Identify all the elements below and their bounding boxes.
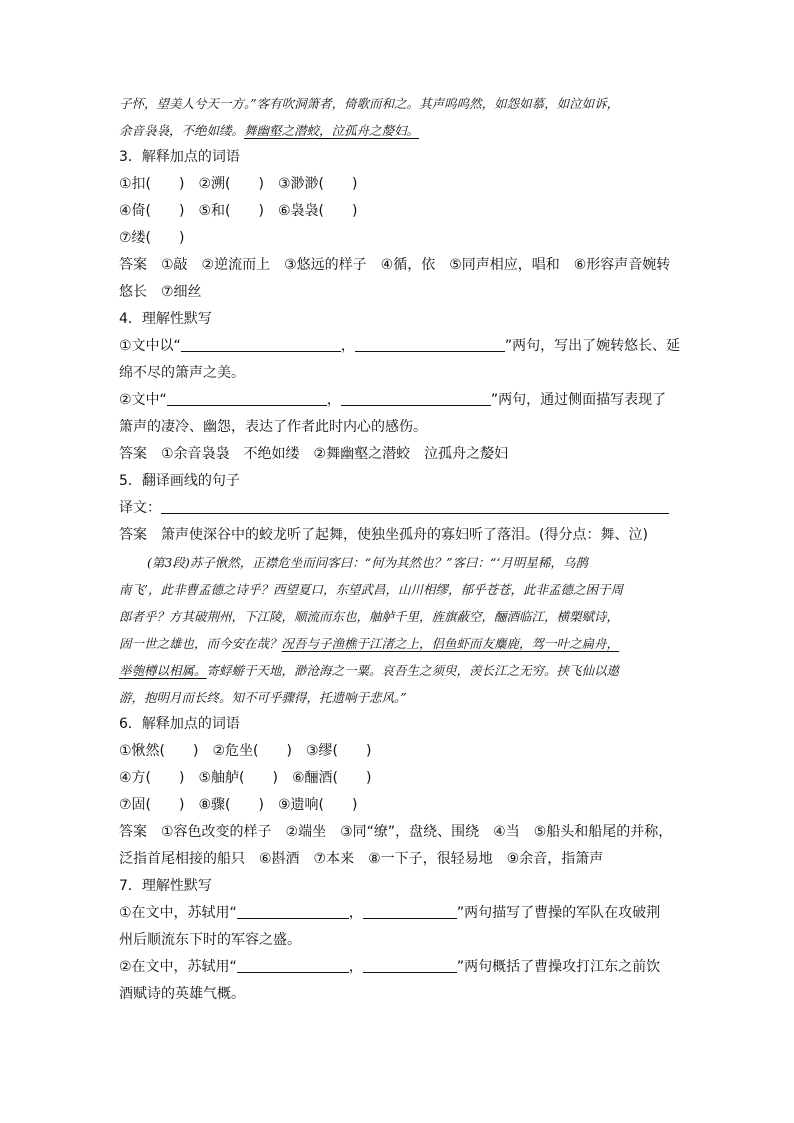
passage-text: 余音袅袅，不绝如缕。 (119, 123, 245, 138)
question-text: ①在文中，苏轼用“ (119, 905, 237, 921)
question-line (119, 954, 679, 981)
fill-blank[interactable] (355, 335, 505, 352)
question-heading (119, 711, 679, 738)
passage-line (119, 576, 679, 603)
question-text: ”两句描写了曹操的军队在攻破荆 (456, 905, 661, 921)
question-text: 酒赋诗的英雄气概。 (119, 986, 245, 1002)
question-text: ⑦固( ) ⑧骤( ) ⑨遗响( ) (119, 797, 358, 813)
answer-text: 答案 ①敲 ②逆流而上 ③悠远的样子 ④循，依 ⑤同声相应，唱和 ⑥形容声音婉转 (119, 257, 671, 273)
passage-line (119, 117, 679, 144)
fill-blank[interactable] (363, 902, 457, 919)
underlined-sentence: 况吾与子渔樵于江渚之上，侣鱼虾而友麋鹿，驾一叶之扁舟， (281, 636, 620, 651)
fill-blank[interactable] (167, 389, 327, 406)
question-text: ， (326, 392, 341, 408)
question-text: ①文中以“ (119, 338, 181, 354)
answer-text: 答案 ①容色改变的样子 ②端坐 ③同“缭”，盘绕、围绕 ④当 ⑤船头和船尾的并称， (119, 824, 673, 840)
answer-line (119, 846, 679, 873)
heading-text: 7．理解性默写 (119, 878, 212, 894)
question-text: ④倚( ) ⑤和( ) ⑥袅袅( ) (119, 203, 358, 219)
question-line (119, 765, 679, 792)
passage-line (119, 630, 679, 657)
question-line (119, 333, 679, 360)
question-line (119, 414, 679, 441)
question-text: ②在文中，苏轼用“ (119, 959, 237, 975)
question-text: ”两句，写出了婉转悠长、延 (504, 338, 681, 354)
question-text: ①愀然( ) ②危坐( ) ③缪( ) (119, 743, 372, 759)
question-heading (119, 873, 679, 900)
question-text: 译文： (119, 500, 161, 516)
question-text: 绵不尽的箫声之美。 (119, 365, 245, 381)
question-text: ， (340, 338, 355, 354)
question-text: ”两句概括了曹操攻打江东之前饮 (456, 959, 661, 975)
passage-line (119, 657, 679, 684)
answer-line (119, 252, 679, 279)
underlined-sentence: 舞幽壑之潜蛟，泣孤舟之嫠妇。 (244, 123, 420, 138)
question-text: ， (348, 959, 363, 975)
question-line (119, 225, 679, 252)
question-text: ， (348, 905, 363, 921)
passage-line (119, 90, 679, 117)
question-text: ④方( ) ⑤舳舻( ) ⑥酾酒( ) (119, 770, 372, 786)
question-heading (119, 468, 679, 495)
answer-text: 答案 ①余音袅袅 不绝如缕 ②舞幽壑之潜蛟 泣孤舟之嫠妇 (119, 446, 509, 462)
question-heading (119, 144, 679, 171)
fill-blank[interactable] (363, 956, 457, 973)
heading-text: 5．翻译画线的句子 (119, 473, 240, 489)
passage-text: 固一世之雄也，而今安在哉？ (119, 636, 282, 651)
passage-text: (第3段)苏子愀然，正襟危坐而问客曰：“何为其然也？”客曰：“‘月明星稀，乌鹊 (147, 555, 588, 570)
question-line (119, 387, 679, 414)
passage-text: 郎者乎？方其破荆州，下江陵，顺流而东也，舳舻千里，旌旗蔽空，酾酒临江，横槊赋诗， (119, 609, 620, 624)
question-line (119, 927, 679, 954)
question-text: ②文中“ (119, 392, 167, 408)
question-text: ”两句，通过侧面描写表现了 (490, 392, 667, 408)
fill-blank[interactable] (237, 956, 349, 973)
heading-text: 3．解释加点的词语 (119, 149, 240, 165)
question-line (119, 495, 679, 522)
heading-text: 6．解释加点的词语 (119, 716, 240, 732)
question-text: ⑦缕( ) (119, 230, 185, 246)
passage-text: 寄蜉蝣于天地，渺沧海之一粟。哀吾生之须臾，羡长江之无穷。挟飞仙以遨 (206, 663, 620, 678)
question-text: ①扣( ) ②溯( ) ③渺渺( ) (119, 176, 358, 192)
fill-blank[interactable] (341, 389, 491, 406)
question-text: 州后顺流东下时的军容之盛。 (119, 932, 301, 948)
underlined-sentence: 举匏樽以相属。 (119, 663, 207, 678)
document-content (119, 90, 679, 1008)
passage-text: 子怀，望美人兮天一方。”客有吹洞箫者，倚歌而和之。其声呜呜然，如怨如慕，如泣如诉， (119, 96, 620, 111)
passage-text: 游，抱明月而长终。知不可乎骤得，托遗响于悲风。” (119, 690, 407, 705)
answer-line (119, 819, 679, 846)
question-heading (119, 306, 679, 333)
answer-line (119, 279, 679, 306)
question-line (119, 171, 679, 198)
answer-line (119, 522, 679, 549)
question-line (119, 792, 679, 819)
question-line (119, 738, 679, 765)
question-line (119, 981, 679, 1008)
answer-text: 悠长 ⑦细丝 (119, 284, 202, 300)
question-line (119, 360, 679, 387)
passage-line (119, 603, 679, 630)
question-line (119, 198, 679, 225)
question-line (119, 900, 679, 927)
heading-text: 4．理解性默写 (119, 311, 212, 327)
answer-text: 答案 箫声使深谷中的蛟龙听了起舞，使独坐孤舟的寡妇听了落泪。(得分点：舞、泣) (119, 527, 648, 543)
passage-line (119, 549, 679, 576)
fill-blank[interactable] (181, 335, 341, 352)
answer-text: 泛指首尾相接的船只 ⑥斟酒 ⑦本来 ⑧一下子，很轻易地 ⑨余音，指箫声 (119, 851, 604, 867)
question-text: 箫声的凄冷、幽怨，表达了作者此时内心的感伤。 (119, 419, 427, 435)
passage-text: 南飞’，此非曹孟德之诗乎？西望夏口，东望武昌，山川相缪，郁乎苍苍，此非孟德之困于周 (119, 582, 623, 597)
fill-blank[interactable] (237, 902, 349, 919)
translation-blank[interactable] (161, 497, 669, 514)
passage-line (119, 684, 679, 711)
answer-line (119, 441, 679, 468)
